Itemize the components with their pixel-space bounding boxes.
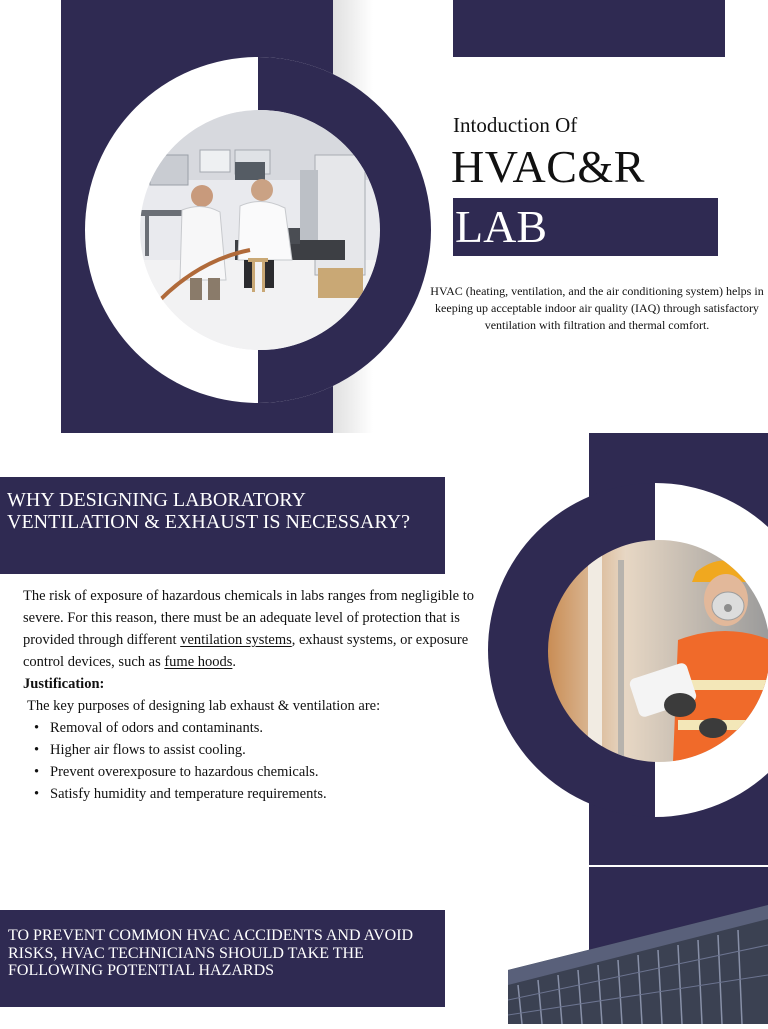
ventilation-systems-link[interactable]: ventilation systems bbox=[180, 632, 292, 648]
slide3-title-line1: TO PREVENT COMMON HVAC ACCIDENTS AND AVOID bbox=[8, 927, 414, 944]
list-item-text: Higher air flows to assist cooling. bbox=[50, 742, 246, 758]
list-item bbox=[23, 739, 493, 761]
list-item-text: Prevent overexposure to hazardous chemicals. bbox=[50, 764, 319, 780]
slide2-title-line2: VENTILATION & EXHAUST IS NECESSARY? bbox=[7, 511, 410, 533]
slide3-title-line3: FOLLOWING POTENTIAL HAZARDS bbox=[8, 962, 275, 979]
worker-photo-illustration bbox=[548, 540, 768, 762]
list-item-text: Satisfy humidity and temperature requirements. bbox=[50, 786, 327, 802]
list-item bbox=[23, 761, 493, 783]
hvac-description: HVAC (heating, ventilation, and the air conditioning system) helps in keeping up acceptable indoor air quality (IAQ) through satisfactory ventilation with filtration and thermal comfort. bbox=[430, 284, 764, 332]
list-item bbox=[23, 783, 493, 805]
intro-heading: Intoduction Of bbox=[453, 113, 578, 137]
bullet-icon: • bbox=[34, 764, 40, 780]
building-photo bbox=[508, 905, 768, 1024]
slide3-title-line2: RISKS, HVAC TECHNICIANS SHOULD TAKE THE bbox=[8, 944, 364, 962]
slide2-title bbox=[7, 489, 443, 533]
hvac-title: HVAC&R bbox=[451, 141, 645, 192]
risk-text-1: The risk of exposure of hazardous chemicals in labs ranges from negligible to severe. For this reason, there must be an adequate level of protection that is provided through different bbox=[23, 588, 474, 648]
building-illustration bbox=[508, 905, 768, 1024]
lab-photo-illustration bbox=[140, 110, 380, 350]
safety-worker-photo bbox=[548, 540, 768, 762]
bullet-icon: • bbox=[34, 742, 40, 758]
slide2-body bbox=[23, 585, 493, 805]
purposes-intro: The key purposes of designing lab exhaust & ventilation are: bbox=[27, 698, 381, 714]
lab-technicians-photo bbox=[140, 110, 380, 350]
bullet-icon: • bbox=[34, 720, 40, 736]
list-item bbox=[23, 717, 493, 739]
risk-paragraph bbox=[23, 585, 493, 673]
fume-hoods-link[interactable]: fume hoods bbox=[164, 654, 233, 670]
list-item-text: Removal of odors and contaminants. bbox=[50, 720, 264, 736]
lab-title: LAB bbox=[455, 201, 547, 252]
slide2-title-line1: WHY DESIGNING LABORATORY bbox=[7, 489, 306, 511]
justification-label: Justification: bbox=[23, 676, 105, 692]
risk-text-2: , exhaust systems, or exposure control devices, such as bbox=[23, 632, 469, 670]
risk-text-3: . bbox=[232, 654, 237, 670]
slide1-top-bar bbox=[453, 0, 725, 57]
slide3-title bbox=[8, 927, 444, 980]
bullet-icon: • bbox=[34, 786, 40, 802]
purposes-list bbox=[23, 717, 493, 805]
